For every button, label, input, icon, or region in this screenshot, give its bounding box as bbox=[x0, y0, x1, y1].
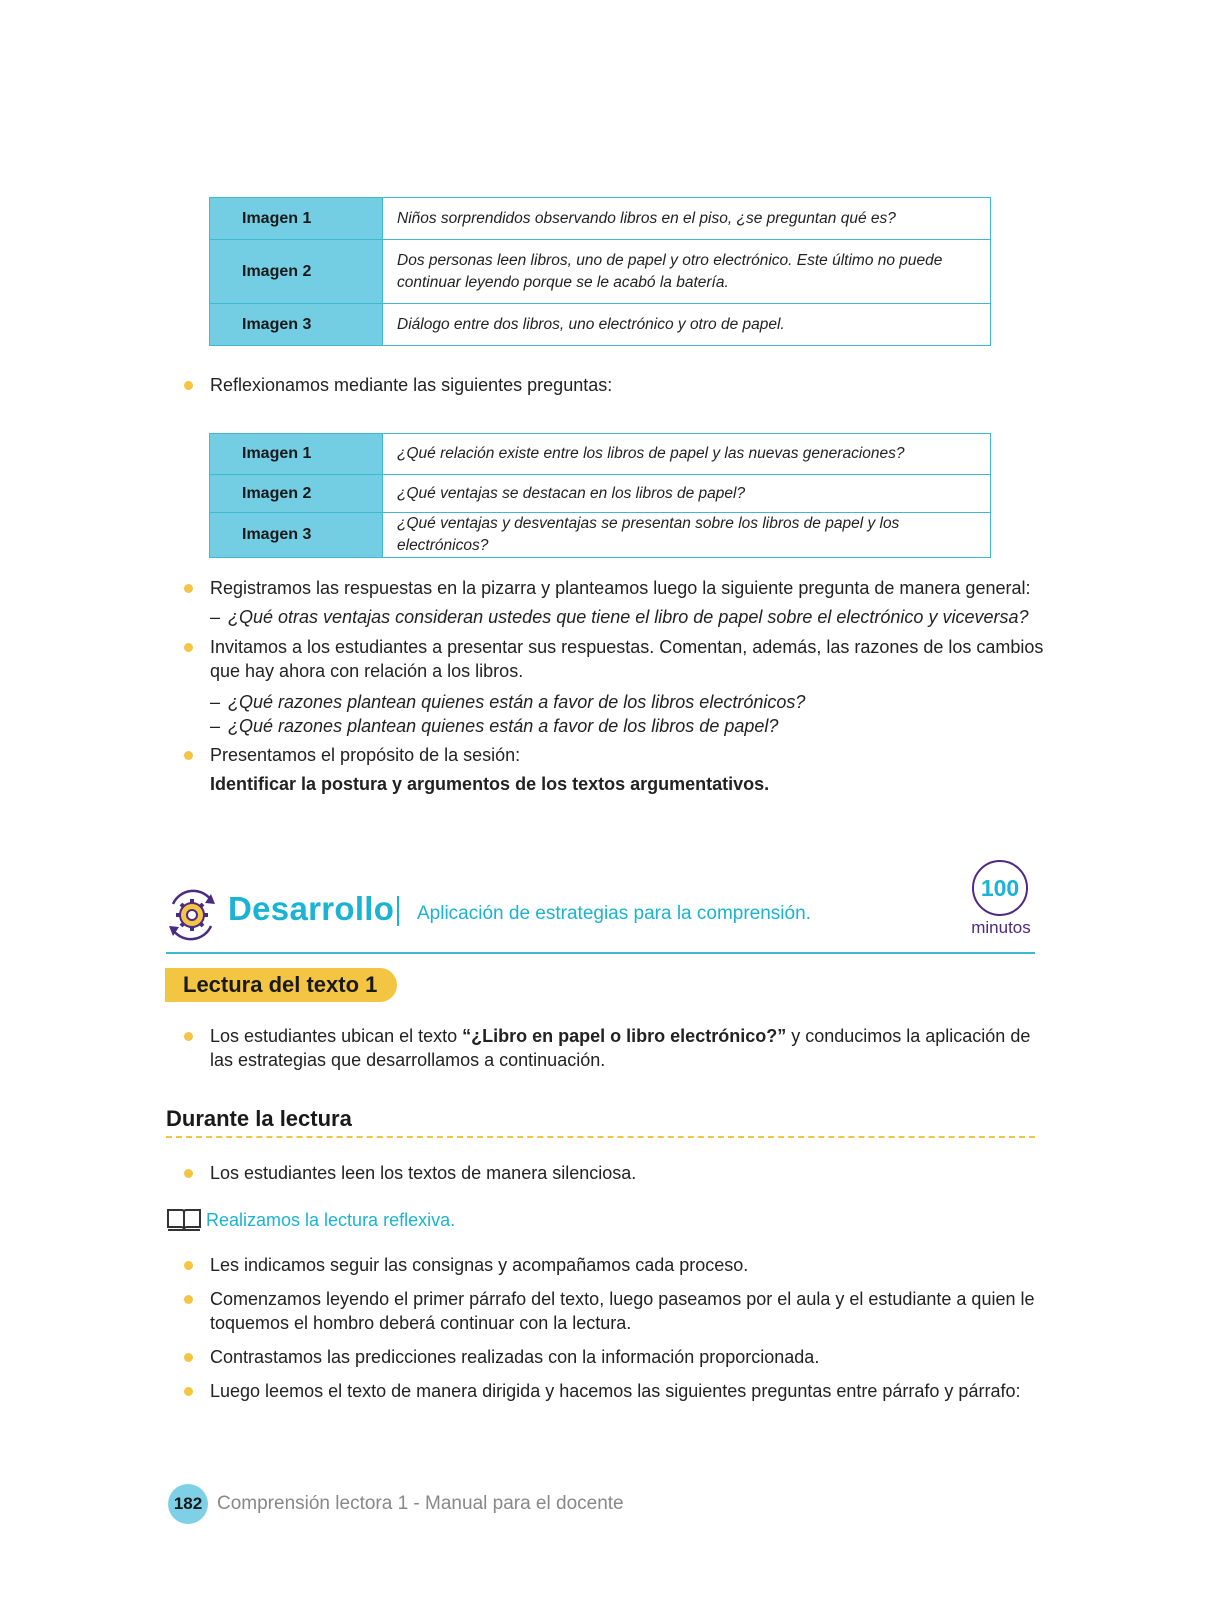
table-row bbox=[210, 304, 991, 346]
bullet-presentamos: Presentamos el propósito de la sesión: bbox=[210, 743, 1048, 767]
dash-question: – ¿Qué razones plantean quienes están a favor de los libros electrónicos? bbox=[210, 692, 806, 712]
bullet-registramos: Registramos las respuestas en la pizarra y planteamos luego la siguiente pregunta de manera general: bbox=[210, 576, 1048, 600]
timer-minutes: 100 bbox=[980, 875, 1020, 901]
table-row bbox=[210, 475, 991, 513]
row-label: Imagen 3 bbox=[210, 304, 383, 346]
bullet-ubican bbox=[210, 1024, 1048, 1072]
row-label: Imagen 1 bbox=[210, 198, 383, 240]
dash-text: ¿Qué razones plantean quienes están a favor de los libros electrónicos? bbox=[228, 692, 806, 712]
images-description-table bbox=[209, 197, 991, 346]
table-row bbox=[210, 198, 991, 240]
title-divider bbox=[397, 896, 399, 926]
table-row bbox=[210, 513, 991, 558]
row-text: ¿Qué ventajas y desventajas se presentan sobre los libros de papel y los electrónicos? bbox=[383, 513, 991, 558]
timer-unit: minutos bbox=[971, 918, 1031, 937]
row-text: Diálogo entre dos libros, uno electrónico y otro de papel. bbox=[383, 304, 991, 346]
bullet-invitamos: Invitamos a los estudiantes a presentar sus respuestas. Comentan, además, las razones de los cambios que hay ahora con relación a los libros. bbox=[210, 635, 1048, 683]
footer-title: Comprensión lectora 1 - Manual para el docente bbox=[217, 1493, 624, 1514]
bullet-final: Comenzamos leyendo el primer párrafo del texto, luego paseamos por el aula y el estudiante a quien le toquemos el hombro deberá continuar con la lectura. bbox=[210, 1287, 1048, 1335]
reflexive-reading-label: Realizamos la lectura reflexiva. bbox=[206, 1210, 456, 1230]
images-questions-table bbox=[209, 433, 991, 558]
row-label: Imagen 1 bbox=[210, 434, 383, 475]
dash-text: ¿Qué razones plantean quienes están a favor de los libros de papel? bbox=[228, 716, 779, 736]
bullet-leen: Los estudiantes leen los textos de manera silenciosa. bbox=[210, 1161, 1048, 1185]
table-row bbox=[210, 434, 991, 475]
section-title: Desarrollo bbox=[228, 890, 395, 927]
ubican-text-after: y conducimos la aplicación de las estrategias que desarrollamos a continuación. bbox=[210, 1026, 1031, 1070]
row-text: Niños sorprendidos observando libros en el piso, ¿se preguntan qué es? bbox=[383, 198, 991, 240]
row-text: Dos personas leen libros, uno de papel y otro electrónico. Este último no puede continuar leyendo porque se le acabó la batería. bbox=[383, 240, 991, 304]
page-number-badge bbox=[168, 1484, 208, 1524]
row-text: ¿Qué ventajas se destacan en los libros de papel? bbox=[383, 475, 991, 513]
lectura-tab bbox=[165, 968, 397, 1002]
bullet-reflexionamos: Reflexionamos mediante las siguientes preguntas: bbox=[210, 373, 1048, 397]
dashed-rule bbox=[166, 1136, 1035, 1138]
bullet-final: Contrastamos las predicciones realizadas con la información proporcionada. bbox=[210, 1345, 1048, 1369]
page-number: 182 bbox=[173, 1494, 203, 1513]
row-label: Imagen 3 bbox=[210, 513, 383, 558]
durante-heading: Durante la lectura bbox=[166, 1106, 352, 1131]
dash-text: ¿Qué otras ventajas consideran ustedes que tiene el libro de papel sobre el electrónico y viceversa? bbox=[228, 607, 1029, 627]
lectura-tab-label: Lectura del texto 1 bbox=[183, 972, 378, 997]
session-purpose: Identificar la postura y argumentos de los textos argumentativos. bbox=[210, 774, 770, 794]
row-label: Imagen 2 bbox=[210, 240, 383, 304]
ubican-text-before: Los estudiantes ubican el texto bbox=[210, 1026, 463, 1046]
bullet-final: Luego leemos el texto de manera dirigida y hacemos las siguientes preguntas entre párrafo y párrafo: bbox=[210, 1379, 1048, 1403]
open-book-icon bbox=[166, 1207, 202, 1233]
section-rule bbox=[166, 952, 1035, 954]
dash-question: – ¿Qué otras ventajas consideran ustedes que tiene el libro de papel sobre el electrónico y viceversa? bbox=[210, 607, 1029, 627]
row-text: ¿Qué relación existe entre los libros de papel y las nuevas generaciones? bbox=[383, 434, 991, 475]
row-label: Imagen 2 bbox=[210, 475, 383, 513]
section-subtitle: Aplicación de estrategias para la comprensión. bbox=[417, 903, 811, 924]
gear-cycle-icon bbox=[163, 886, 221, 944]
ubican-book-title: “¿Libro en papel o libro electrónico?” bbox=[462, 1026, 787, 1046]
dash-question: – ¿Qué razones plantean quienes están a favor de los libros de papel? bbox=[210, 716, 779, 736]
bullet-final: Les indicamos seguir las consignas y acompañamos cada proceso. bbox=[210, 1253, 1048, 1277]
table-row bbox=[210, 240, 991, 304]
timer-icon bbox=[972, 860, 1028, 916]
